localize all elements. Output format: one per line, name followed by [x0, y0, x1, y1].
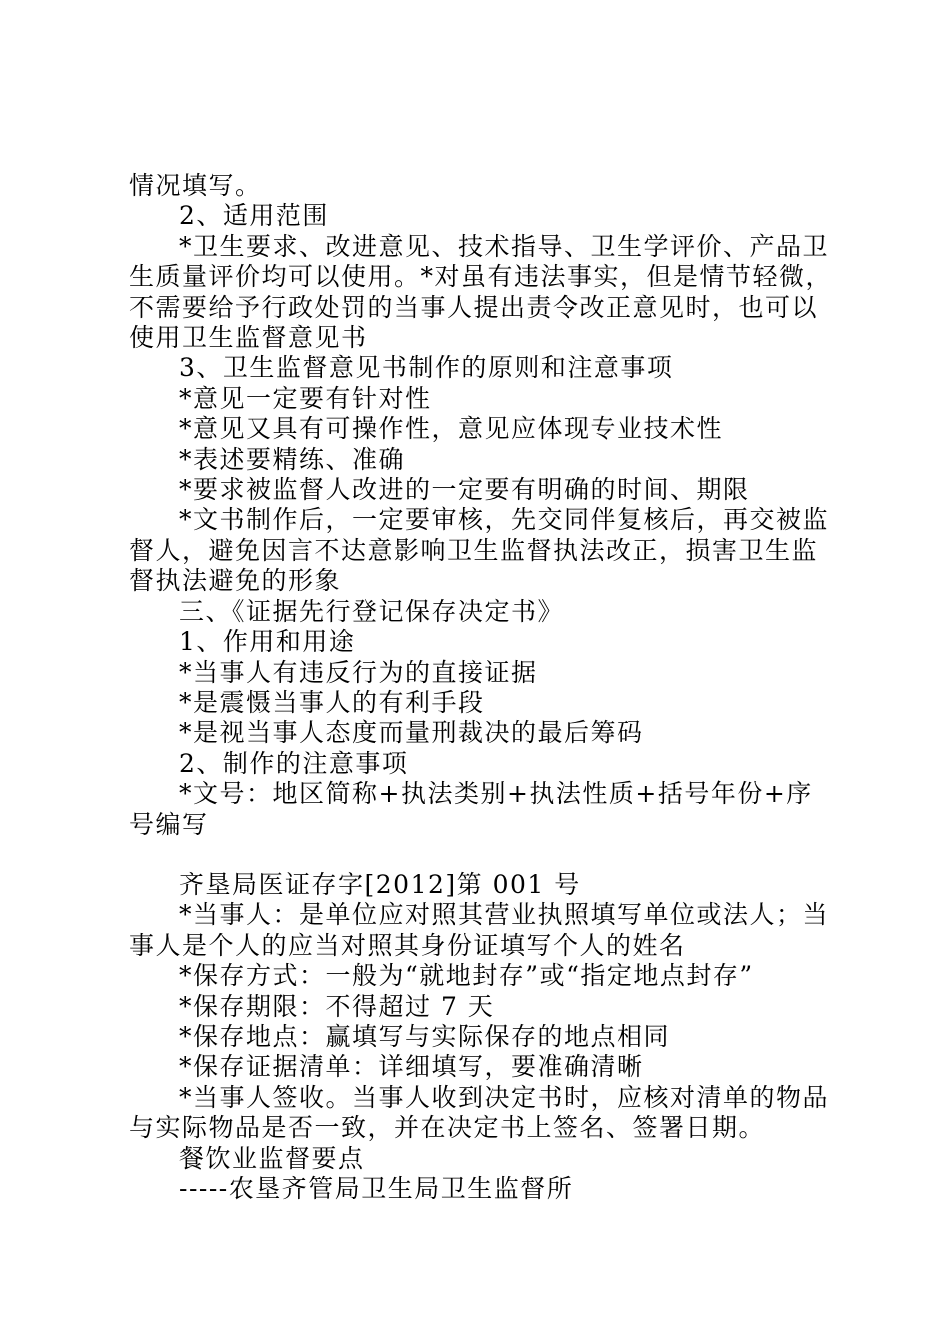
bullet-item: *保存期限：不得超过 7 天 — [179, 991, 495, 1021]
bullet-item: *保存地点：赢填写与实际保存的地点相同 — [179, 1021, 671, 1051]
section-heading: 2、适用范围 — [179, 201, 329, 231]
bullet-item: *当事人有违反行为的直接证据 — [179, 657, 538, 687]
chapter-heading: 三、《证据先行登记保存决定书》 — [179, 596, 565, 626]
bullet-item: *文号：地区简称+执法类别+执法性质+括号年份+序号编写 — [129, 779, 813, 839]
bullet-item: *当事人签收。当事人收到决定书时，应核对清单的物品与实际物品是否一致，并在决定书上签名、签署日期。 — [129, 1082, 830, 1143]
bullet-item: *文书制作后，一定要审核，先交同伴复核后，再交被监督人，避免因言不达意影响卫生监督执法改正，损害卫生监督执法避免的形象 — [129, 505, 830, 596]
section-heading: 1、作用和用途 — [179, 627, 356, 657]
bullet-item: *保存方式：一般为“就地封存”或“指定地点封存” — [179, 961, 754, 991]
bullet-item: *意见一定要有针对性 — [179, 383, 432, 413]
bullet-item: *当事人：是单位应对照其营业执照填写单位或法人；当事人是个人的应当对照其身份证填写个人的姓名 — [129, 900, 830, 960]
bullet-item: *表述要精练、准确 — [179, 444, 406, 474]
document-number-example: 齐垦局医证存字[2012]第 001 号 — [179, 869, 581, 899]
section-title: 餐饮业监督要点 — [179, 1143, 365, 1173]
document-body — [129, 171, 834, 1204]
paragraph: *卫生要求、改进意见、技术指导、卫生学评价、产品卫生质量评价均可以使用。*对虽有违法事实，但是情节轻微，不需要给予行政处罚的当事人提出责令改正意见时，也可以使用卫生监督意见书 — [129, 231, 833, 353]
paragraph: 情况填写。 — [129, 171, 262, 200]
bullet-item: *要求被监督人改进的一定要有明确的时间、期限 — [179, 475, 750, 505]
author-line: -----农垦齐管局卫生局卫生监督所 — [179, 1174, 574, 1203]
paragraph-spacer — [129, 840, 834, 870]
bullet-item: *保存证据清单：详细填写，要准确清晰 — [179, 1052, 644, 1082]
section-heading: 2、制作的注意事项 — [179, 748, 409, 778]
bullet-item: *是视当事人态度而量刑裁决的最后筹码 — [179, 718, 644, 748]
section-heading: 3、卫生监督意见书制作的原则和注意事项 — [179, 353, 674, 383]
bullet-item: *是震慑当事人的有利手段 — [179, 687, 485, 717]
bullet-item: *意见又具有可操作性，意见应体现专业技术性 — [179, 414, 724, 444]
